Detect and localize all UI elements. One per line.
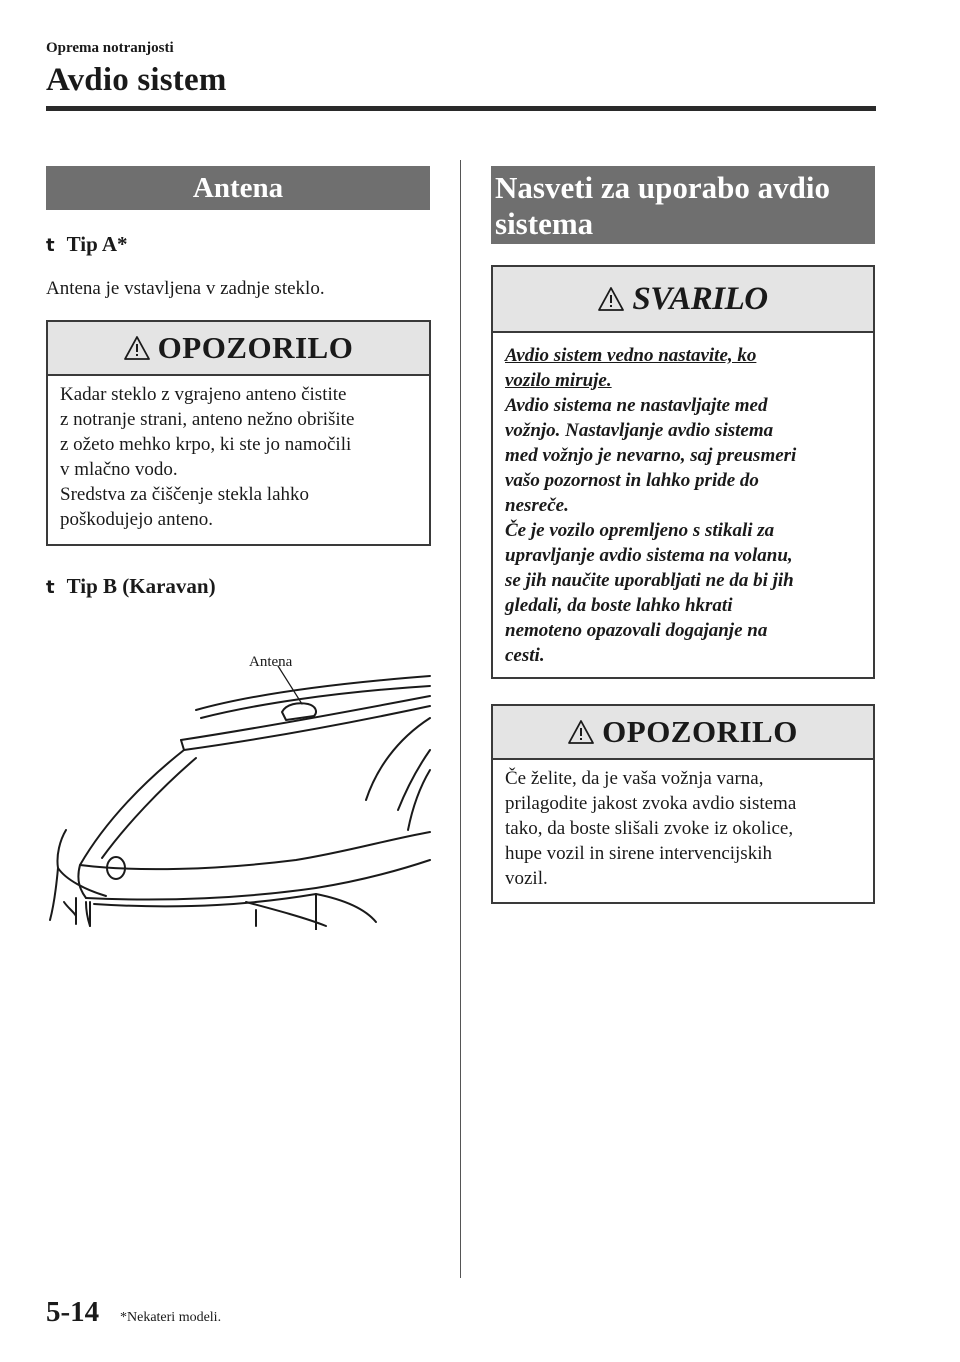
caution-line: v mlačno vodo.	[60, 459, 178, 480]
warning-body	[493, 333, 873, 668]
warning-line: nemoteno opazovali dogajanje na	[505, 620, 768, 641]
warning-line: se jih naučite uporabljati ne da bi jih	[505, 570, 794, 591]
tip-b-heading	[46, 574, 216, 599]
tip-a-label: Tip A*	[66, 232, 128, 256]
warning-emphasis-line: vozilo miruje.	[505, 370, 612, 391]
page-title: Avdio sistem	[46, 62, 227, 98]
caution-header	[48, 322, 429, 376]
caution-title: OPOZORILO	[602, 714, 798, 749]
caution-line: z ožeto mehko krpo, ki ste jo namočili	[60, 434, 352, 455]
header-rule	[46, 106, 876, 111]
column-divider	[460, 160, 461, 1278]
caution-line: hupe vozil in sirene intervencijskih	[505, 843, 772, 864]
warning-line: nesreče.	[505, 495, 569, 516]
caution-body	[493, 760, 873, 891]
caution-line: Kadar steklo z vgrajeno anteno čistite	[60, 384, 347, 405]
antenna-label: Antena	[249, 654, 293, 670]
section-name: Oprema notranjosti	[46, 40, 174, 56]
nasveti-banner-line2: sistema	[495, 206, 594, 241]
warning-line: upravljanje avdio sistema na volanu,	[505, 545, 793, 566]
caution-line: Sredstva za čiščenje stekla lahko	[60, 484, 310, 505]
caution-box-right	[491, 704, 875, 904]
car-rear-illustration	[46, 640, 436, 930]
caution-line: tako, da boste slišali zvoke iz okolice,	[505, 818, 794, 839]
warning-emphasis-line: Avdio sistem vedno nastavite, ko	[505, 345, 757, 366]
caution-line: z notranje strani, anteno nežno obrišite	[60, 409, 355, 430]
caution-body	[48, 376, 429, 532]
warning-title: SVARILO	[632, 280, 768, 317]
tip-b-label: Tip B (Karavan)	[66, 574, 216, 598]
tip-a-heading	[46, 232, 128, 257]
warning-line: gledali, da boste lahko hkrati	[505, 595, 733, 616]
caution-title: OPOZORILO	[157, 330, 354, 365]
bullet-icon: t	[46, 235, 55, 256]
caution-line: Če želite, da je vaša vožnja varna,	[505, 768, 764, 789]
warning-line: Avdio sistema ne nastavljajte med	[505, 395, 768, 416]
caution-box-left	[46, 320, 431, 546]
footnote: *Nekateri modeli.	[120, 1310, 222, 1325]
page-number: 5-14	[46, 1296, 100, 1328]
warning-line: Če je vozilo opremljeno s stikali za	[505, 520, 775, 541]
tip-a-text: Antena je vstavljena v zadnje steklo.	[46, 278, 325, 299]
caution-line: poškodujejo anteno.	[60, 509, 214, 530]
warning-triangle-icon	[568, 720, 594, 744]
warning-box	[491, 265, 875, 679]
bullet-icon: t	[46, 577, 55, 598]
warning-line: vašo pozornost in lahko pride do	[505, 470, 759, 491]
caution-line: prilagodite jakost zvoka avdio sistema	[505, 793, 797, 814]
nasveti-banner	[491, 166, 875, 244]
nasveti-banner-line1: Nasveti za uporabo avdio	[495, 170, 830, 205]
caution-header	[493, 706, 873, 760]
warning-line: vožnjo. Nastavljanje avdio sistema	[505, 420, 774, 441]
warning-line: med vožnjo je nevarno, saj preusmeri	[505, 445, 797, 466]
warning-triangle-icon	[598, 287, 624, 311]
antena-banner: Antena	[46, 166, 430, 210]
caution-line: vozil.	[505, 868, 548, 889]
warning-header	[493, 267, 873, 333]
warning-line: cesti.	[505, 645, 545, 666]
warning-triangle-icon	[124, 336, 150, 360]
